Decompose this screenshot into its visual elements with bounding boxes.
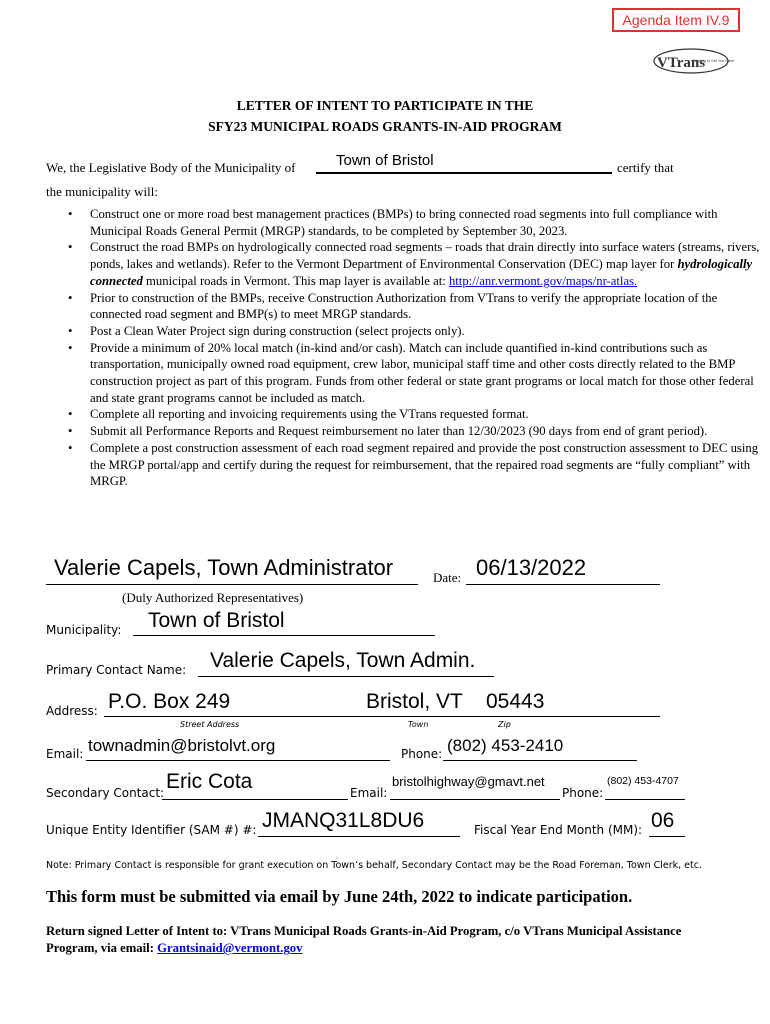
fiscal-year-label: Fiscal Year End Month (MM): xyxy=(474,823,643,837)
list-item-text: municipal roads in Vermont. This map layer is available at: xyxy=(142,273,449,288)
list-item: • Provide a minimum of 20% local match (in-kind and/or cash). Match can include quantified in-kind contributions such as transportation, municipally owned road equipment, crew labor, municipal staff time and other costs directly related to the BMP construction project as part of this program. Funds from other federal or state grant programs or local match for those other federal and state grant programs cannot be included as match. xyxy=(90,340,762,407)
date-value[interactable]: 06/13/2022 xyxy=(476,555,587,580)
secondary-email-line xyxy=(390,799,560,800)
agenda-item-label: Agenda Item IV.9 xyxy=(612,8,740,32)
fiscal-year-field[interactable]: 06 xyxy=(651,809,675,832)
uei-label: Unique Entity Identifier (SAM #) #: xyxy=(46,823,257,837)
requirements-list xyxy=(62,206,762,490)
list-item: • Complete a post construction assessment of each road segment repaired and provide the post construction assessment to DEC using the MRGP portal/app and certify during the request for reimbursement, that the repaired road segments are “fully compliant” with MRGP. xyxy=(90,440,762,490)
municipality-label: Municipality: xyxy=(46,623,122,637)
secondary-contact-field[interactable]: Eric Cota xyxy=(166,770,253,793)
secondary-email-field[interactable]: bristolhighway@gmavt.net xyxy=(392,774,545,789)
secondary-email-label: Email: xyxy=(350,786,388,800)
intro-suffix: certify that xyxy=(617,160,674,175)
email-line xyxy=(86,760,390,761)
town-caption: Town xyxy=(408,720,429,729)
uei-line xyxy=(258,836,460,837)
nr-atlas-link[interactable]: http://anr.vermont.gov/maps/nr-atlas. xyxy=(448,273,638,288)
intro-municipality-line xyxy=(316,172,612,174)
secondary-phone-line xyxy=(605,799,685,800)
return-instructions-text: Return signed Letter of Intent to: VTrans Municipal Roads Grants-in-Aid Program, c/o VTrans Municipal Assistance Program, via email: xyxy=(46,924,682,955)
town-field[interactable]: Bristol, VT xyxy=(366,690,463,713)
municipality-line xyxy=(133,635,435,636)
zip-caption: Zip xyxy=(498,720,511,729)
list-item-text: Construct the road BMPs on hydrologically connected road segments – roads that drain directly into surface waters (streams, rivers, ponds, lakes and wetlands). Refer to the Vermont Department of Environmental Conservation (DEC) map layer for xyxy=(90,240,760,272)
address-line xyxy=(104,716,660,717)
zip-field[interactable]: 05443 xyxy=(486,690,545,713)
signature-caption: (Duly Authorized Representatives) xyxy=(122,590,304,605)
primary-contact-line xyxy=(198,676,494,677)
submission-deadline: This form must be submitted via email by June 24th, 2022 to indicate participation. xyxy=(46,887,633,906)
address-label: Address: xyxy=(46,704,98,718)
grants-email-link[interactable]: Grantsinaid@vermont.gov xyxy=(157,941,303,955)
municipality-field[interactable]: Town of Bristol xyxy=(148,609,285,632)
signature-line xyxy=(46,584,418,585)
secondary-phone-field[interactable]: (802) 453-4707 xyxy=(607,775,679,787)
date-label: Date: xyxy=(433,570,462,585)
logo-text: VTrans xyxy=(657,55,706,71)
street-address-caption: Street Address xyxy=(180,720,240,729)
return-instructions xyxy=(46,923,706,957)
phone-line xyxy=(443,760,637,761)
list-item: • Prior to construction of the BMPs, receive Construction Authorization from VTrans to verify the appropriate location of the connected road segment and BMP(s) to meet MRGP standards. xyxy=(90,290,762,323)
list-item: • Post a Clean Water Project sign during construction (select projects only). xyxy=(90,323,762,340)
phone-field[interactable]: (802) 453-2410 xyxy=(447,736,564,755)
list-item: • Submit all Performance Reports and Request reimbursement no later than 12/30/2023 (90 days from end of grant period). xyxy=(90,423,762,440)
title-line-1: LETTER OF INTENT TO PARTICIPATE IN THE xyxy=(236,98,534,113)
primary-contact-field[interactable]: Valerie Capels, Town Admin. xyxy=(210,649,476,672)
secondary-contact-label: Secondary Contact: xyxy=(46,786,165,800)
email-label: Email: xyxy=(46,747,84,761)
list-item xyxy=(90,239,762,289)
vtrans-logo xyxy=(652,46,735,76)
list-item: • Complete all reporting and invoicing requirements using the VTrans requested format. xyxy=(90,406,762,423)
intro-line-2: the municipality will: xyxy=(46,184,158,199)
fiscal-year-line xyxy=(649,836,685,837)
secondary-phone-label: Phone: xyxy=(562,786,604,800)
street-address-field[interactable]: P.O. Box 249 xyxy=(108,690,231,713)
title-line-2: SFY23 MUNICIPAL ROADS GRANTS-IN-AID PROGRAM xyxy=(208,119,562,134)
logo-tagline: Working to Get You There xyxy=(693,59,735,63)
list-item: • Construct one or more road best management practices (BMPs) to bring connected road segments into full compliance with Municipal Roads General Permit (MRGP) standards, to be completed by September 30, 2023. xyxy=(90,206,762,239)
email-field[interactable]: townadmin@bristolvt.org xyxy=(88,736,276,755)
contact-note: Note: Primary Contact is responsible for grant execution on Town’s behalf, Secondary Contact may be the Road Foreman, Town Clerk, etc. xyxy=(46,860,702,871)
emphasis-text: hydrologically connected xyxy=(90,257,753,288)
intro-prefix: We, the Legislative Body of the Municipality of xyxy=(46,160,296,175)
intro-municipality-value: Town of Bristol xyxy=(336,152,434,169)
primary-contact-label: Primary Contact Name: xyxy=(46,663,187,677)
phone-label: Phone: xyxy=(401,747,443,761)
signature-value[interactable]: Valerie Capels, Town Administrator xyxy=(54,555,394,580)
uei-field[interactable]: JMANQ31L8DU6 xyxy=(262,809,425,832)
secondary-contact-line xyxy=(162,799,348,800)
date-line xyxy=(466,584,660,585)
